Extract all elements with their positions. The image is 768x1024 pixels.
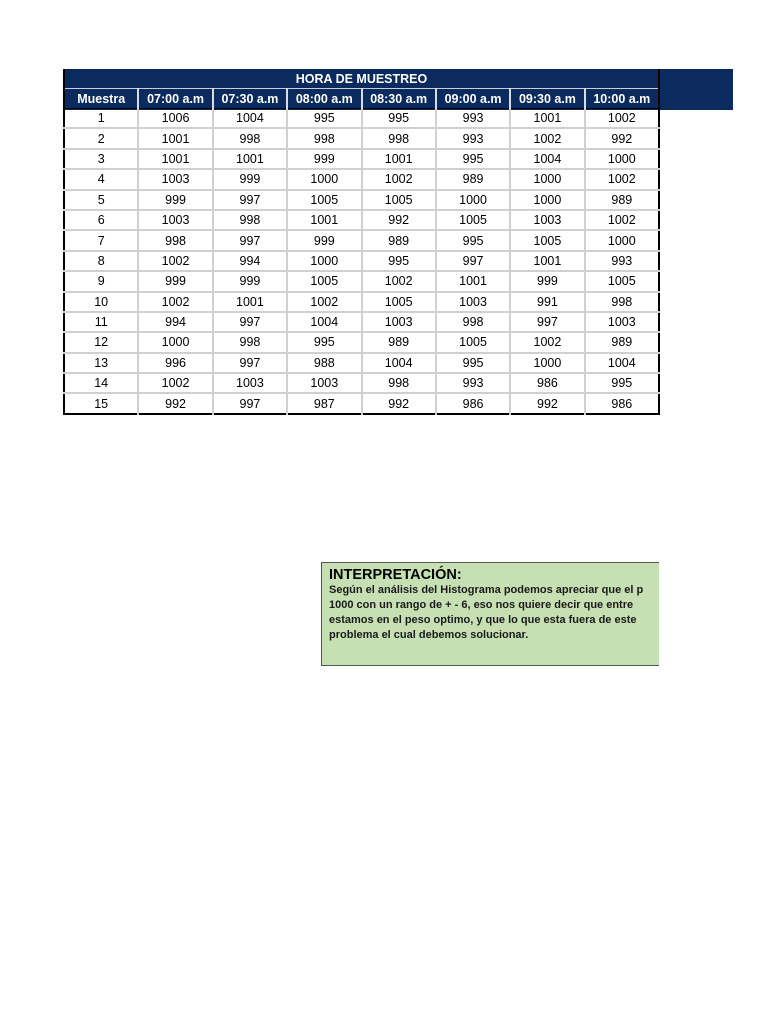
sampling-table [63, 69, 660, 415]
weight-cell: 986 [510, 373, 584, 393]
weight-cell: 999 [287, 149, 361, 169]
weight-cell: 992 [362, 393, 436, 413]
weight-cell: 993 [436, 128, 510, 148]
weight-cell: 1001 [213, 292, 287, 312]
weight-cell: 1001 [213, 149, 287, 169]
weight-cell: 997 [213, 312, 287, 332]
weight-cell: 1000 [510, 190, 584, 210]
sample-number-cell: 3 [64, 149, 138, 169]
weight-cell: 997 [213, 393, 287, 413]
weight-cell: 988 [287, 353, 361, 373]
sample-number-cell: 5 [64, 190, 138, 210]
weight-cell: 1005 [585, 271, 659, 291]
table-header-row [64, 89, 659, 109]
interpretation-line: 1000 con un rango de + - 6, eso nos quiere decir que entre [329, 599, 634, 611]
header-time-5: 09:00 a.m [436, 89, 510, 109]
weight-cell: 1004 [213, 109, 287, 129]
table-row [64, 373, 659, 393]
table-row [64, 149, 659, 169]
weight-cell: 1003 [510, 210, 584, 230]
weight-cell: 1002 [510, 332, 584, 352]
weight-cell: 1003 [436, 292, 510, 312]
weight-cell: 999 [138, 190, 212, 210]
weight-cell: 1001 [510, 251, 584, 271]
weight-cell: 1003 [138, 210, 212, 230]
weight-cell: 998 [287, 128, 361, 148]
weight-cell: 1001 [138, 128, 212, 148]
weight-cell: 994 [138, 312, 212, 332]
weight-cell: 997 [436, 251, 510, 271]
weight-cell: 1000 [585, 149, 659, 169]
weight-cell: 998 [213, 210, 287, 230]
weight-cell: 999 [213, 169, 287, 189]
weight-cell: 1004 [510, 149, 584, 169]
weight-cell: 1002 [138, 373, 212, 393]
weight-cell: 1004 [287, 312, 361, 332]
weight-cell: 989 [585, 332, 659, 352]
weight-cell: 1003 [362, 312, 436, 332]
table-row [64, 292, 659, 312]
table-title: HORA DE MUESTREO [64, 69, 659, 89]
weight-cell: 1004 [362, 353, 436, 373]
weight-cell: 1000 [138, 332, 212, 352]
weight-cell: 1006 [138, 109, 212, 129]
header-time-6: 09:30 a.m [510, 89, 584, 109]
table-row [64, 210, 659, 230]
weight-cell: 1002 [585, 169, 659, 189]
sample-number-cell: 15 [94, 396, 109, 411]
weight-cell: 1001 [362, 149, 436, 169]
weight-cell: 999 [510, 271, 584, 291]
weight-cell: 1002 [510, 128, 584, 148]
table-row [64, 332, 659, 352]
weight-cell: 1005 [510, 230, 584, 250]
weight-cell: 997 [510, 312, 584, 332]
table-row [64, 353, 659, 373]
weight-cell: 1005 [287, 271, 361, 291]
weight-cell: 995 [436, 149, 510, 169]
weight-cell: 992 [138, 393, 212, 413]
weight-cell: 992 [362, 210, 436, 230]
sample-number-cell: 7 [64, 230, 138, 250]
weight-cell: 986 [585, 393, 659, 413]
weight-cell: 1000 [510, 169, 584, 189]
weight-cell: 1000 [287, 251, 361, 271]
table-row [64, 169, 659, 189]
weight-cell: 989 [362, 230, 436, 250]
interpretation-line: problema el cual debemos solucionar. [329, 629, 529, 641]
header-time-4: 08:30 a.m [362, 89, 436, 109]
weight-cell: 989 [585, 190, 659, 210]
interpretation-line: estamos en el peso optimo, y que lo que esta fuera de este [329, 614, 637, 626]
weight-cell: 993 [585, 251, 659, 271]
table-title-row [64, 69, 659, 89]
weight-cell: 1003 [213, 373, 287, 393]
sample-number-cell: 14 [64, 373, 138, 393]
weight-cell: 1000 [436, 190, 510, 210]
table-row [64, 128, 659, 148]
weight-cell: 1002 [138, 251, 212, 271]
sample-number-cell: 13 [64, 353, 138, 373]
weight-cell: 986 [436, 393, 510, 413]
weight-cell: 997 [213, 190, 287, 210]
weight-cell: 1000 [287, 169, 361, 189]
sample-number-cell: 2 [64, 128, 138, 148]
interpretation-title: INTERPRETACIÓN: [329, 567, 462, 583]
weight-cell: 1001 [436, 271, 510, 291]
weight-cell: 1002 [585, 109, 659, 129]
interpretation-box [321, 562, 659, 666]
sample-number-cell: 9 [64, 271, 138, 291]
weight-cell: 998 [213, 128, 287, 148]
weight-cell: 999 [213, 271, 287, 291]
header-time-1: 07:00 a.m [138, 89, 212, 109]
weight-cell: 1001 [510, 109, 584, 129]
table-row [64, 312, 659, 332]
weight-cell: 995 [287, 109, 361, 129]
sample-number-cell: 4 [64, 169, 138, 189]
weight-cell: 995 [362, 109, 436, 129]
weight-cell: 998 [585, 292, 659, 312]
weight-cell: 1002 [585, 210, 659, 230]
weight-cell: 995 [585, 373, 659, 393]
sample-number-cell: 1 [64, 109, 138, 129]
weight-cell: 998 [362, 128, 436, 148]
header-time-2: 07:30 a.m [213, 89, 287, 109]
weight-cell: 1004 [585, 353, 659, 373]
weight-cell: 991 [510, 292, 584, 312]
sample-number-cell: 10 [64, 292, 138, 312]
weight-cell: 1005 [362, 190, 436, 210]
table-row [64, 109, 659, 129]
weight-cell: 1005 [436, 210, 510, 230]
weight-cell: 998 [138, 230, 212, 250]
weight-cell: 995 [287, 332, 361, 352]
weight-cell: 1000 [585, 230, 659, 250]
weight-cell: 1002 [287, 292, 361, 312]
weight-cell: 999 [287, 230, 361, 250]
header-time-7: 10:00 a.m [585, 89, 659, 109]
weight-cell: 1003 [585, 312, 659, 332]
weight-cell: 989 [362, 332, 436, 352]
weight-cell: 1001 [138, 149, 212, 169]
weight-cell: 992 [510, 393, 584, 413]
weight-cell: 998 [436, 312, 510, 332]
weight-cell: 1003 [287, 373, 361, 393]
sample-number-cell: 12 [64, 332, 138, 352]
table-row [64, 251, 659, 271]
table-row [64, 230, 659, 250]
weight-cell: 995 [362, 251, 436, 271]
table-row [64, 393, 659, 413]
weight-cell: 1002 [138, 292, 212, 312]
interpretation-line: Según el análisis del Histograma podemos apreciar que el p [329, 584, 644, 596]
weight-cell: 1002 [362, 169, 436, 189]
weight-cell: 1005 [436, 332, 510, 352]
weight-cell: 1003 [138, 169, 212, 189]
table-body [64, 109, 659, 414]
weight-cell: 993 [436, 109, 510, 129]
weight-cell: 996 [138, 353, 212, 373]
weight-cell: 998 [213, 332, 287, 352]
weight-cell: 993 [436, 373, 510, 393]
header-muestra: Muestra [64, 89, 138, 109]
weight-cell: 1005 [287, 190, 361, 210]
weight-cell: 997 [213, 230, 287, 250]
weight-cell: 994 [213, 251, 287, 271]
weight-cell: 995 [436, 353, 510, 373]
weight-cell: 998 [362, 373, 436, 393]
sample-number-cell: 8 [64, 251, 138, 271]
weight-cell: 992 [585, 128, 659, 148]
weight-cell: 997 [213, 353, 287, 373]
header-time-3: 08:00 a.m [287, 89, 361, 109]
table-row [64, 190, 659, 210]
weight-cell: 989 [436, 169, 510, 189]
weight-cell: 995 [436, 230, 510, 250]
sample-number-cell: 11 [64, 312, 138, 332]
weight-cell: 1005 [362, 292, 436, 312]
weight-cell: 1002 [362, 271, 436, 291]
interpretation-text [329, 583, 659, 643]
weight-cell: 987 [287, 393, 361, 413]
weight-cell: 999 [138, 271, 212, 291]
weight-cell: 1001 [287, 210, 361, 230]
weight-cell: 1000 [510, 353, 584, 373]
table-row [64, 271, 659, 291]
sample-number-cell: 6 [64, 210, 138, 230]
